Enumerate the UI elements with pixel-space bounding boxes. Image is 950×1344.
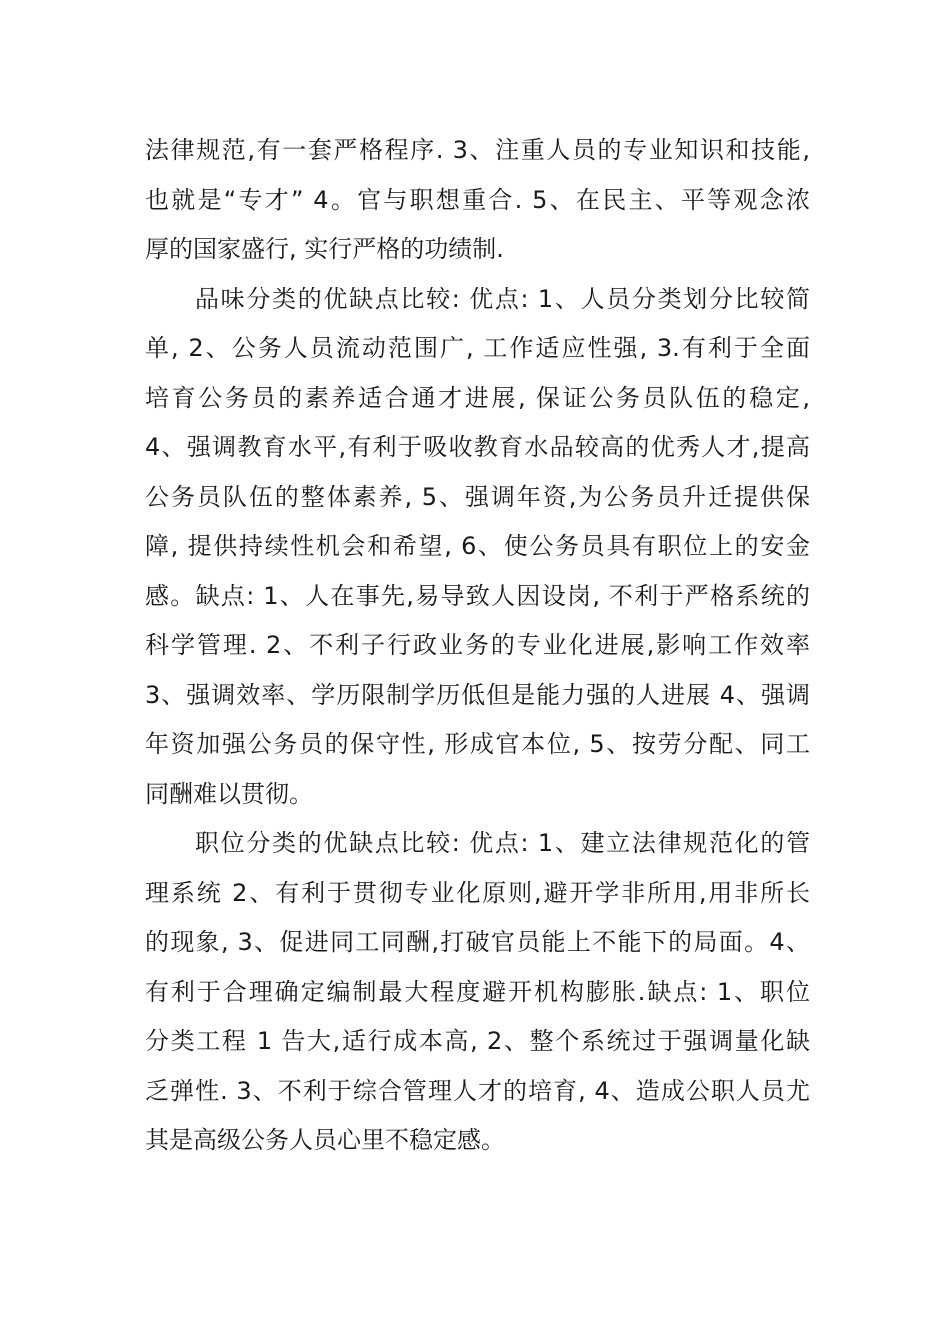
text-line: 其是高级公务人员心里不稳定感。 xyxy=(145,1126,505,1154)
text-line: 品味分类的优缺点比较: 优点: 1、人员分类划分比较简 xyxy=(195,284,810,313)
text-line: 分类工程 1 告大,适行成本高, 2、整个系统过于强调量化缺 xyxy=(145,1027,810,1055)
text-line: 障, 提供持续性机会和希望, 6、使公务员具有职位上的安金 xyxy=(145,532,810,560)
text-line: 的现象, 3、促进同工同酬,打破官员能上不能下的局面。4、 xyxy=(145,928,810,956)
paragraph-2 xyxy=(145,275,810,820)
text-line: 公务员队伍的整体素养, 5、强调年资,为公务员升迁提供保 xyxy=(145,482,810,511)
text-line: 厚的国家盛行, 实行严格的功绩制. xyxy=(145,235,504,263)
text-line: 单, 2、公务人员流动范围广, 工作适应性强, 3.有利于全面 xyxy=(145,334,810,362)
text-line: 培育公务员的素养适合通才进展, 保证公务员队伍的稳定, xyxy=(145,383,810,412)
text-line: 科学管理. 2、不利子行政业务的专业化进展,影响工作效率 xyxy=(145,631,810,659)
text-line: 法律规范,有一套严格程序. 3、注重人员的专业知识和技能, xyxy=(145,136,810,164)
text-line: 年资加强公务员的保守性, 形成官本位, 5、按劳分配、同工 xyxy=(145,730,810,758)
text-line: 乏弹性. 3、不利于综合管理人才的培育, 4、造成公职人员尤 xyxy=(145,1076,810,1105)
paragraph-1 xyxy=(145,126,810,275)
text-line: 3、强调效率、学历限制学历低但是能力强的人进展 4、强调 xyxy=(145,680,810,709)
text-line: 也就是“专才” 4。官与职想重合. 5、在民主、平等观念浓 xyxy=(145,185,810,214)
text-line: 有利于合理确定编制最大程度避开机构膨胀.缺点: 1、职位 xyxy=(145,977,810,1006)
text-line: 4、强调教育水平,有利于吸收教育水品较高的优秀人才,提高 xyxy=(145,433,810,461)
document-body xyxy=(145,126,810,1166)
text-line: 感。缺点: 1、人在事先,易导致人因设岗, 不利于严格系统的 xyxy=(145,581,810,610)
paragraph-3 xyxy=(145,819,810,1166)
text-line: 理系统 2、有利于贯彻专业化原则,避开学非所用,用非所长 xyxy=(145,878,810,907)
text-line: 职位分类的优缺点比较: 优点: 1、建立法律规范化的管 xyxy=(195,829,810,857)
text-line: 同酬难以贯彻。 xyxy=(145,779,313,808)
